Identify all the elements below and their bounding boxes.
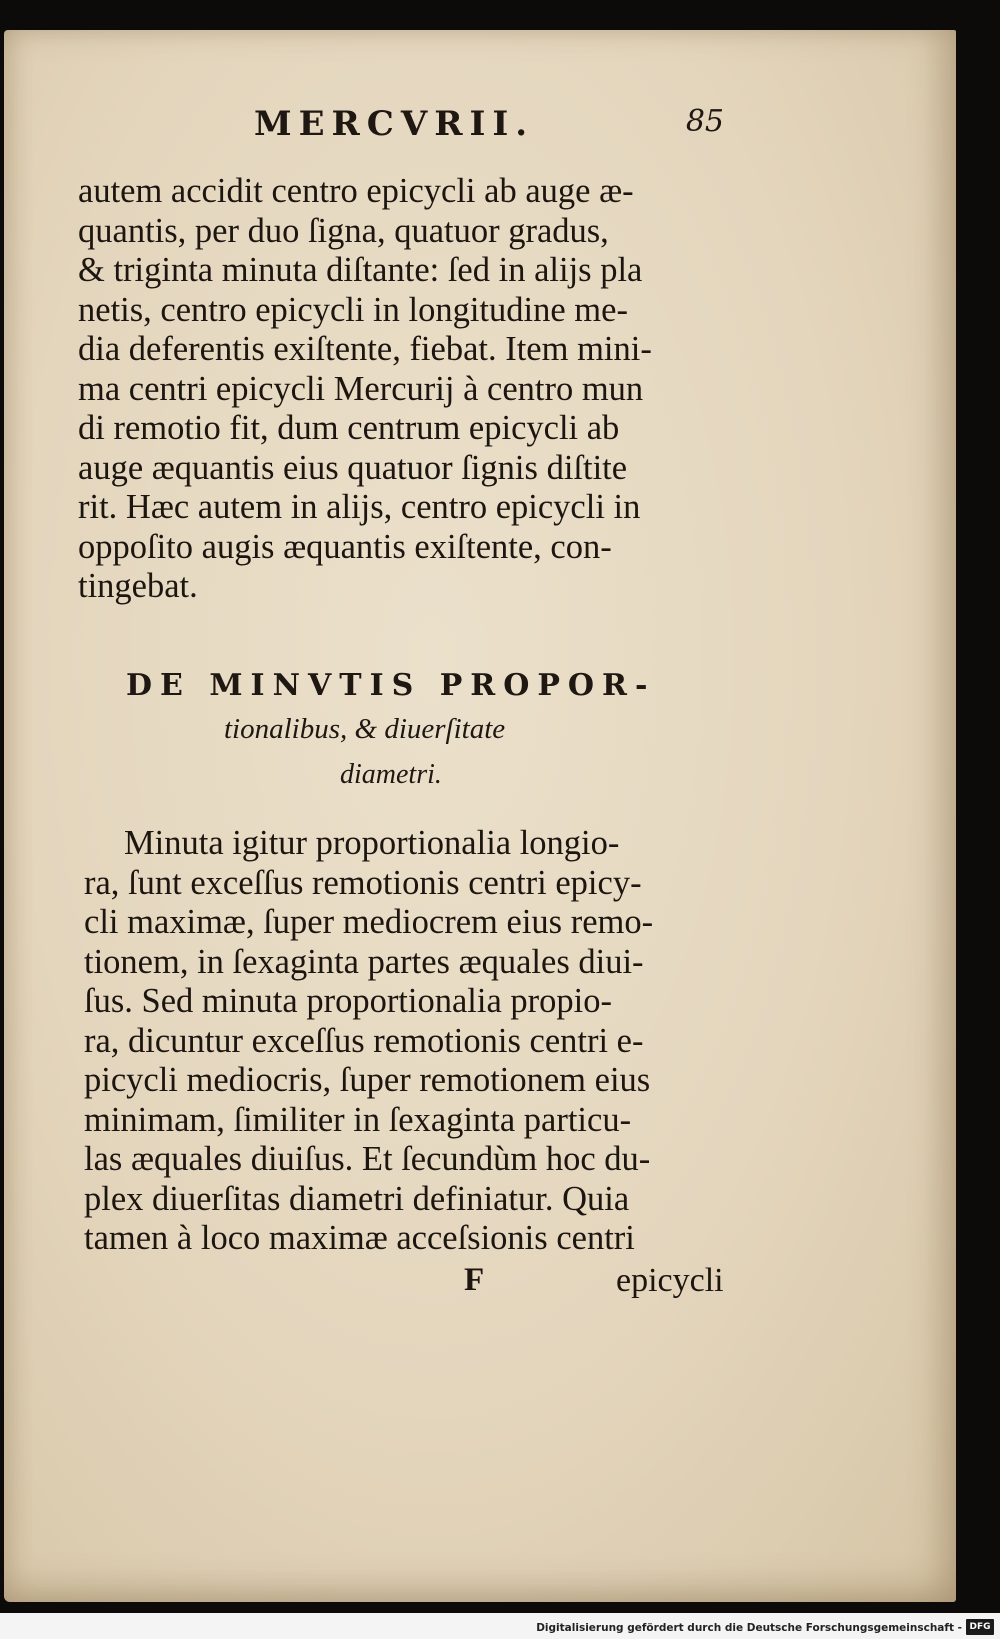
paragraph-two <box>84 824 653 1259</box>
text-line: las æquales diuiſus. Et ſecundùm hoc du- <box>84 1140 651 1178</box>
text-line: minimam, ſimiliter in ſexaginta particu- <box>84 1100 632 1139</box>
page-header <box>254 104 724 154</box>
section-heading-subtitle-end: diametri. <box>340 759 442 790</box>
text-line: oppoſito augis æquantis exiſtente, con- <box>78 527 612 566</box>
funding-credit: Digitalisierung gefördert durch die Deutsche Forschungsgemeinschaft - <box>536 1622 962 1634</box>
text-line: ra, ſunt exceſſus remotionis centri epicy- <box>84 863 642 902</box>
section-heading-subtitle: tionalibus, & diuerſitate <box>224 713 506 745</box>
dfg-logo-icon: DFG <box>966 1619 994 1635</box>
text-line: netis, centro epicycli in longitudine me- <box>78 290 628 329</box>
paragraph-one <box>78 172 652 607</box>
catchword: epicycli <box>616 1262 724 1299</box>
text-line: picycli mediocris, ſuper remotionem eius <box>84 1061 651 1099</box>
text-line: tionem, in ſexaginta partes æquales diui- <box>84 942 644 981</box>
text-line: di remotio fit, dum centrum epicycli ab <box>78 409 620 447</box>
text-line: dia deferentis exiſtente, fiebat. Item mini- <box>78 330 652 368</box>
text-line: rit. Hæc autem in alijs, centro epicycli in <box>78 488 641 526</box>
text-line: plex diuerſitas diametri definiatur. Quia <box>84 1179 630 1218</box>
text-line: tingebat. <box>78 567 198 605</box>
running-title: MERCVRII. <box>254 104 535 144</box>
book-page <box>4 30 956 1602</box>
text-line: Minuta igitur proportionalia longio- <box>124 824 620 862</box>
text-line: ſus. Sed minuta proportionalia propio- <box>84 982 612 1020</box>
text-line: ra, dicuntur exceſſus remotionis centri e- <box>84 1021 644 1060</box>
signature-mark: F <box>464 1262 485 1298</box>
section-heading-main: DE MINVTIS PROPOR- <box>126 668 656 703</box>
page-number: 85 <box>685 104 724 139</box>
text-line: quantis, per duo ſigna, quatuor gradus, <box>78 211 609 250</box>
text-line: autem accidit centro epicycli ab auge æ- <box>78 172 634 210</box>
footer-bar <box>0 1613 1000 1639</box>
text-line: tamen à loco maximæ acceſsionis centri <box>84 1219 635 1257</box>
text-line: ma centri epicycli Mercurij à centro mun <box>78 369 644 408</box>
text-line: cli maximæ, ſuper mediocrem eius remo- <box>84 903 654 941</box>
text-line: & triginta minuta diſtante: ſed in alijs pla <box>78 251 643 289</box>
text-line: auge æquantis eius quatuor ſignis diſtite <box>78 448 628 487</box>
